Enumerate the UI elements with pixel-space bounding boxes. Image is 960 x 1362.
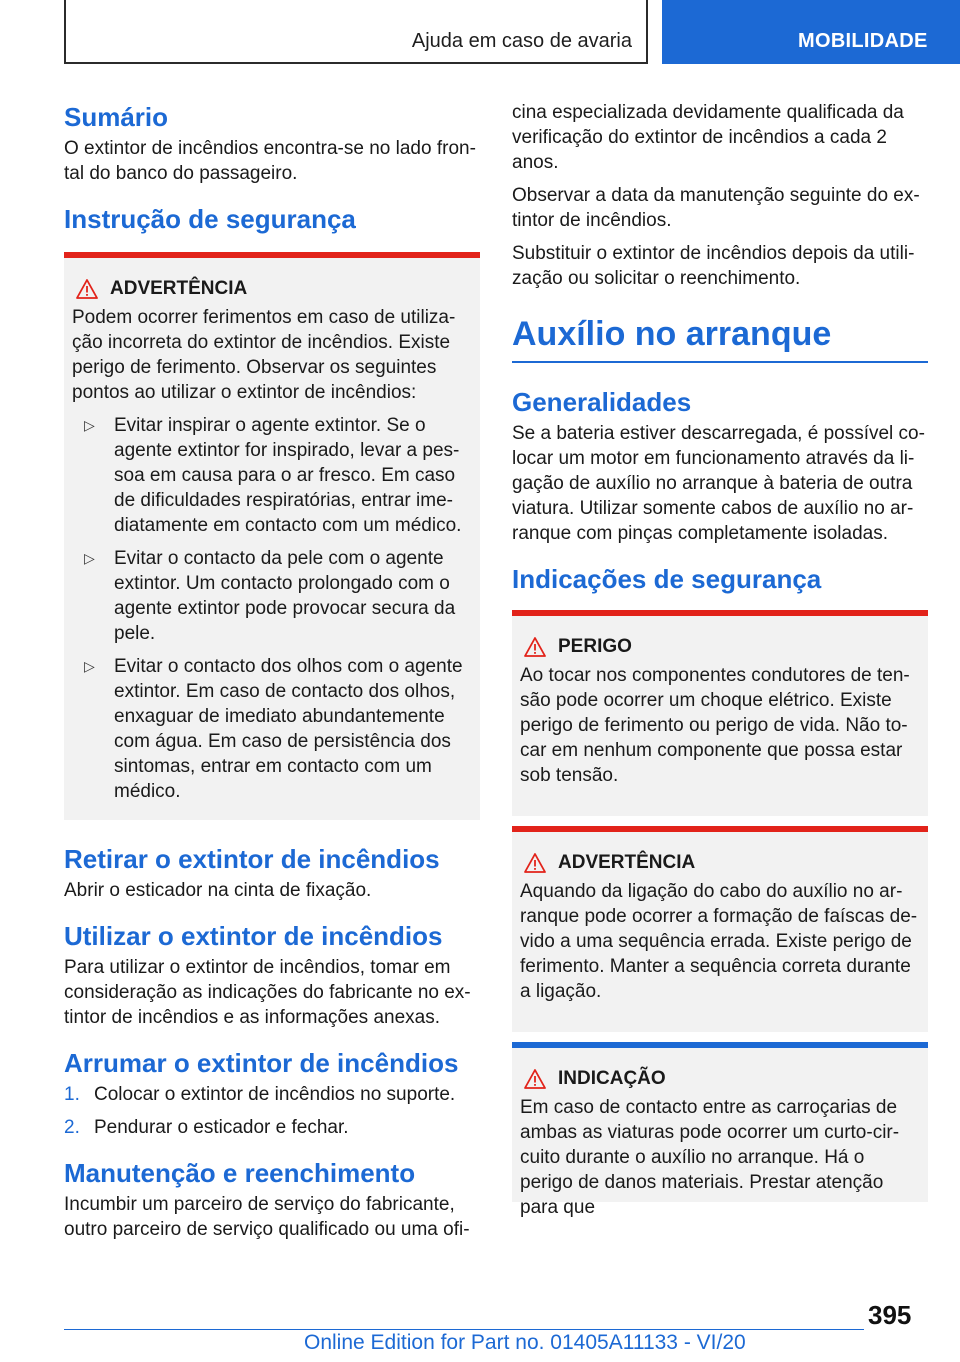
heading-sumario: Sumário bbox=[64, 102, 169, 132]
warning-box-cabo bbox=[512, 826, 928, 1032]
header-section-box bbox=[64, 0, 648, 64]
text-sumario: O extintor de incêndios encontra-se no lado fron-tal do banco do passageiro. bbox=[64, 138, 476, 184]
danger-box bbox=[512, 610, 928, 816]
warning-triangle-icon bbox=[524, 853, 546, 873]
page-number: 395 bbox=[868, 1300, 912, 1330]
list-item-text: Evitar o contacto da pele com o agente extintor. Um contacto prolongado com o agente extintor pode provocar secura da pele. bbox=[114, 548, 456, 644]
danger-bar bbox=[512, 610, 928, 616]
warning-title: ADVERTÊNCIA bbox=[110, 278, 248, 299]
text-cont-3: Substituir o extintor de incêndios depois da utili-zação ou solicitar o reenchimento. bbox=[512, 243, 915, 289]
text-cont-2: Observar a data da manutenção seguinte do ex-tintor de incêndios. bbox=[512, 185, 920, 231]
step-text: Colocar o extintor de incêndios no suporte. bbox=[94, 1084, 456, 1105]
text-utilizar: Para utilizar o extintor de incêndios, tomar em consideração as indicações do fabricante no ex-tintor de incêndios e as informações anexas. bbox=[64, 957, 471, 1028]
warning-title-row bbox=[520, 850, 928, 876]
numbered-step bbox=[64, 1082, 480, 1107]
bullet-triangle-icon: ▷ bbox=[84, 417, 95, 433]
danger-title-row bbox=[520, 634, 928, 660]
header-chapter-title: MOBILIDADE bbox=[798, 30, 928, 52]
footer-edition: Online Edition for Part no. 01405A11133 - VI/20 bbox=[304, 1331, 746, 1354]
list-item bbox=[72, 654, 472, 804]
list-item bbox=[72, 546, 472, 646]
text-retirar: Abrir o esticador na cinta de fixação. bbox=[64, 880, 372, 901]
step-number: 1. bbox=[64, 1084, 80, 1105]
list-item-text: Evitar inspirar o agente extintor. Se o agente extintor for inspirado, levar a pes-soa em causa para o ar fresco. Em caso de dificuldades respiratórias, entrar ime-diatamente em contacto com um médico. bbox=[114, 415, 462, 536]
heading-utilizar: Utilizar o extintor de incêndios bbox=[64, 921, 443, 951]
danger-title: PERIGO bbox=[558, 636, 632, 657]
warning-bar bbox=[64, 252, 480, 258]
text-manutencao: Incumbir um parceiro de serviço do fabricante, outro parceiro de serviço qualificado ou uma ofi- bbox=[64, 1194, 470, 1240]
notice-bar bbox=[512, 1042, 928, 1048]
warning-title-row bbox=[72, 276, 480, 302]
list-item-text: Evitar o contacto dos olhos com o agente extintor. Em caso de contacto dos olhos, enxaguar de imediato abundantemente com água. Em caso de persistência dos sintomas, entrar em contacto com um médico. bbox=[114, 656, 463, 802]
text-generalidades: Se a bateria estiver descarregada, é possível co-locar um motor em funcionamento através da li-gação de auxílio no arranque à bateria de outra viatura. Utilizar somente cabos de auxílio no ar-ranque com pinças completamente isoladas. bbox=[512, 423, 925, 544]
warning-bar bbox=[512, 826, 928, 832]
header-section-title: Ajuda em caso de avaria bbox=[411, 30, 632, 52]
notice-body bbox=[512, 1092, 928, 1220]
step-text: Pendurar o esticador e fechar. bbox=[94, 1117, 349, 1138]
left-column bbox=[64, 100, 480, 1242]
notice-title: INDICAÇÃO bbox=[558, 1068, 666, 1089]
heading-arrumar: Arrumar o extintor de incêndios bbox=[64, 1048, 459, 1078]
warning-triangle-icon bbox=[524, 637, 546, 657]
step-number: 2. bbox=[64, 1117, 80, 1138]
warning-body bbox=[512, 876, 928, 1004]
heading-indicacoes: Indicações de segurança bbox=[512, 564, 822, 594]
text-cont-1: cina especializada devidamente qualificada da verificação do extintor de incêndios a cada 2 anos. bbox=[512, 102, 904, 173]
bullet-triangle-icon: ▷ bbox=[84, 550, 95, 566]
warning-box-extintor bbox=[64, 252, 480, 820]
warning-text: Aquando da ligação do cabo do auxílio no ar-ranque pode ocorrer a formação de faíscas de-vido a uma sequência errada. Existe perigo de ferimento. Manter a sequência correta durante a ligação. bbox=[520, 881, 918, 1002]
notice-title-row bbox=[520, 1066, 928, 1092]
list-item bbox=[72, 413, 472, 538]
right-column bbox=[512, 100, 928, 1218]
heading-retirar: Retirar o extintor de incêndios bbox=[64, 844, 440, 874]
bullet-triangle-icon: ▷ bbox=[84, 658, 95, 674]
warning-title: ADVERTÊNCIA bbox=[558, 852, 696, 873]
heading-auxilio: Auxílio no arranque bbox=[512, 315, 832, 353]
danger-text: Ao tocar nos componentes condutores de ten-são pode ocorrer um choque elétrico. Existe perigo de ferimento ou perigo de vida. Não to-car em nenhum componente que possa estar sob tensão. bbox=[520, 665, 910, 786]
header-chapter-tab bbox=[662, 0, 960, 64]
warning-triangle-icon bbox=[524, 1069, 546, 1089]
warning-triangle-icon bbox=[76, 279, 98, 299]
notice-box bbox=[512, 1042, 928, 1218]
danger-body bbox=[512, 660, 928, 788]
heading-manutencao: Manutenção e reenchimento bbox=[64, 1158, 416, 1188]
heading-underline bbox=[512, 361, 928, 363]
heading-instrucao: Instrução de segurança bbox=[64, 204, 356, 234]
footer-divider bbox=[64, 1329, 864, 1330]
heading-generalidades: Generalidades bbox=[512, 387, 692, 417]
numbered-step bbox=[64, 1115, 480, 1140]
warning-intro: Podem ocorrer ferimentos em caso de utiliza-ção incorreta do extintor de incêndios. Existe perigo de ferimento. Observar os seguintes pontos ao utilizar o extintor de incêndios: bbox=[72, 307, 456, 403]
notice-text: Em caso de contacto entre as carroçarias de ambas as viaturas pode ocorrer um curto-cir-cuito durante o auxílio no arranque. Há o perigo de danos materiais. Prestar atenção para que bbox=[520, 1097, 900, 1218]
warning-body bbox=[64, 302, 480, 804]
